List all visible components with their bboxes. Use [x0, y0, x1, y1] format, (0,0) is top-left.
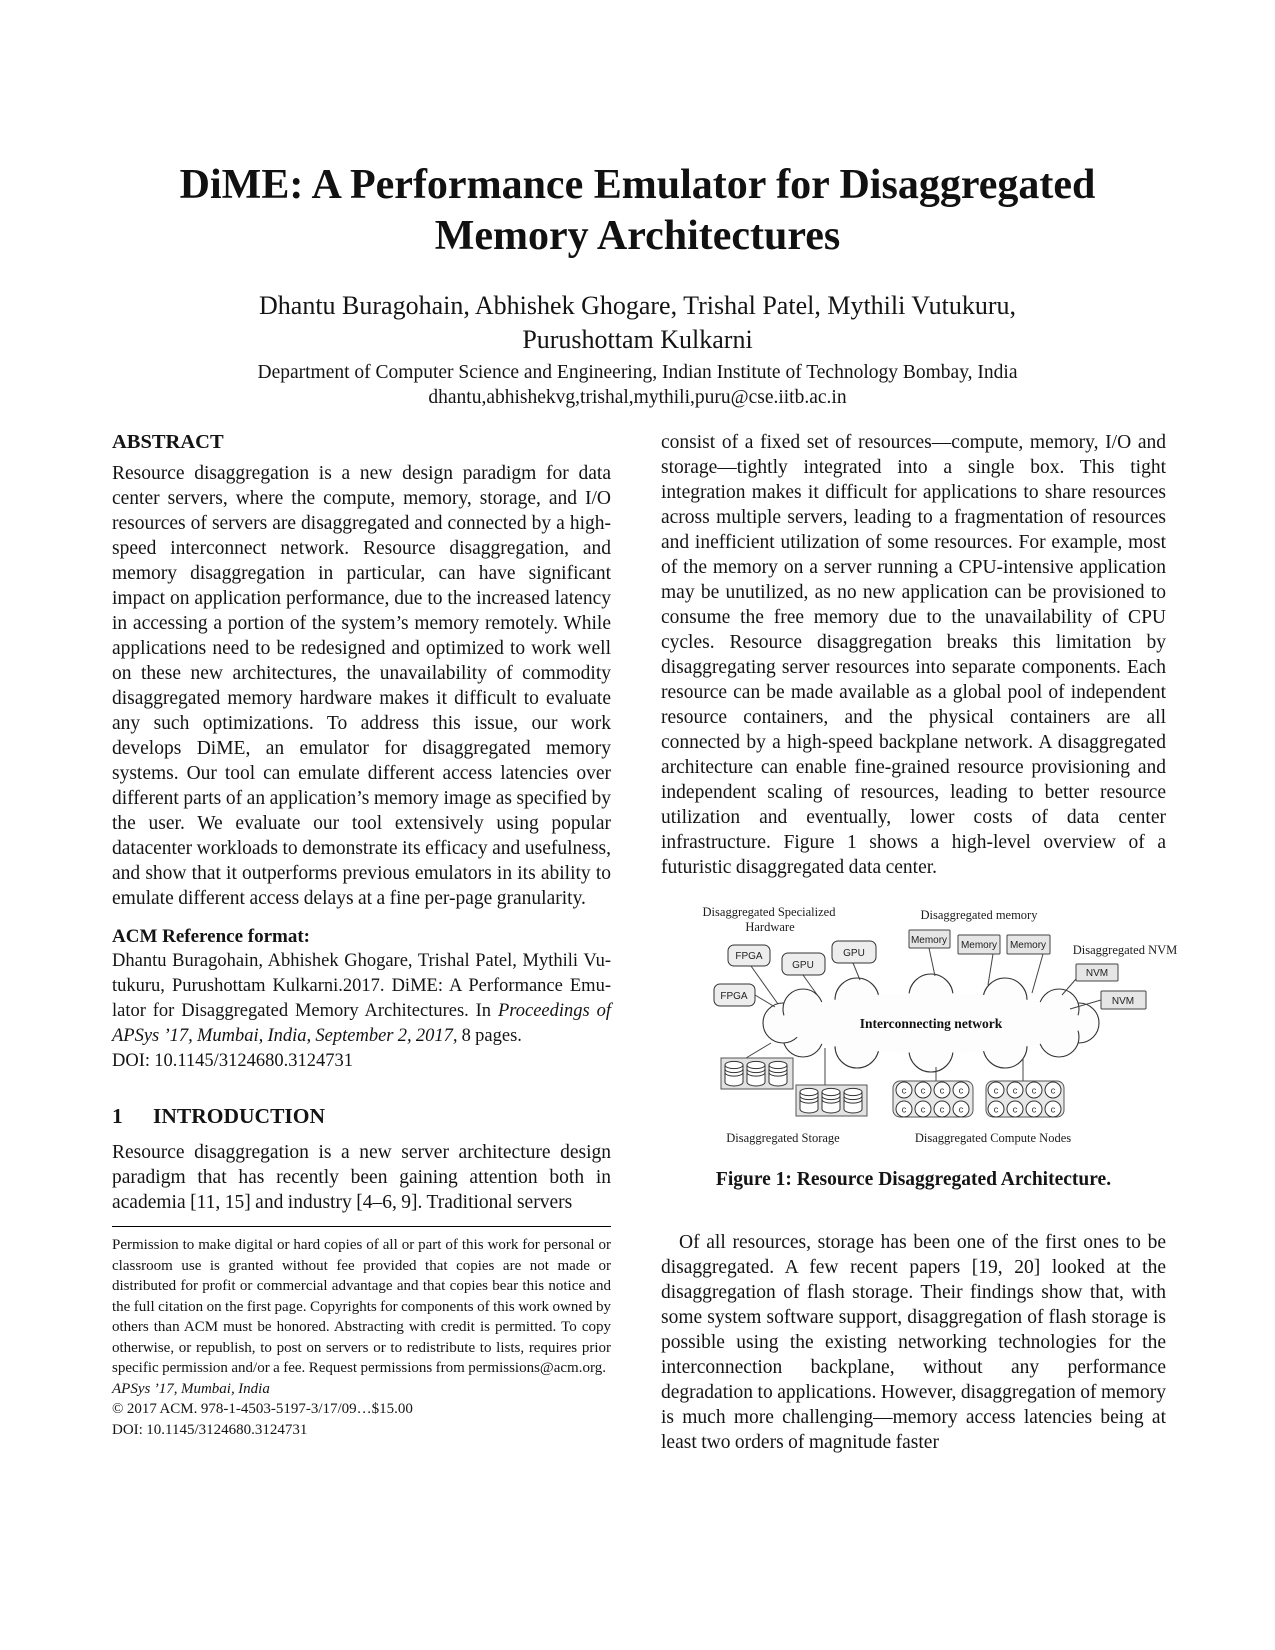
acm-ref-pages: 8 pages.	[457, 1026, 522, 1046]
paper-header	[0, 160, 1275, 410]
section-title: INTRODUCTION	[153, 1104, 326, 1128]
fpga-box-label: FPGA	[720, 991, 748, 1002]
specialized-hardware-label-line1: Disaggregated Specialized	[702, 905, 836, 919]
acm-ref-heading: ACM Reference format:	[112, 926, 310, 947]
disaggregated-compute-label: Disaggregated Compute Nodes	[914, 1131, 1072, 1145]
disaggregated-memory-group	[909, 930, 1050, 954]
left-column	[112, 430, 611, 1440]
copyright-footnote	[112, 1226, 611, 1440]
abstract-text: Resource disaggregation is a new design paradigm for data center servers, where the compute, memory, storage, and I/O resources of servers are disaggregated and connected by a high-speed interconnect network. Resource disaggregation, and memory disaggregation in particular, can have significant impact on application performance, due to the increased latency in accessing a portion of the system’s memory remotely. While applications need to be redesigned and optimized to work well on these new architectures, the unavailability of commodity disaggregated memory hardware makes it difficult to evaluate any such optimizations. To address this issue, our work develops DiME, an emulator for disaggregated memory systems. Our tool can emulate different access latencies over different parts of an application’s memory image as specified by the user. We evaluate our tool extensively using popular datacenter workloads to demonstrate its efficacy and usefulness, and show that it outperforms previous emulators in its ability to emulate different access delays at a fine per-page granularity.	[112, 463, 611, 909]
section-number: 1	[112, 1104, 123, 1128]
title-line-2: Memory Architectures	[434, 213, 841, 259]
acm-ref-doi: DOI: 10.1145/3124680.3124731	[112, 1051, 353, 1071]
section-heading-introduction	[112, 1103, 611, 1129]
paper-title	[0, 160, 1275, 262]
nvm-box-label: NVM	[1085, 968, 1109, 979]
storage-disaggregation-text: Of all resources, storage has been one of the first ones to be disaggregated. A few recent papers [19, 20] looked at the disaggregation of flash storage. Their findings show that, with some system software support, disaggregation of flash storage is possible using the existing networking technologies for the interconnection backplane, without any performance degradation to applications. However, disaggregation of memory is much more challenging—memory access latencies being at least two orders of magnitude faster	[661, 1232, 1166, 1453]
interconnecting-network-label: Interconnecting network	[859, 1016, 1003, 1031]
disaggregated-nvm-label: Disaggregated NVM	[1072, 943, 1178, 957]
footnote-copyright: © 2017 ACM. 978-1-4503-5197-3/17/09…$15.00	[112, 1401, 413, 1417]
fpga-box-label: FPGA	[735, 951, 763, 962]
author-emails: dhantu,abhishekvg,trishal,mythili,puru@cse.iitb.ac.in	[428, 387, 847, 408]
abstract-heading: ABSTRACT	[112, 431, 224, 453]
specialized-hardware-label-line2: Hardware	[745, 920, 795, 934]
memory-box-label: Memory	[960, 940, 998, 951]
memory-box-label: Memory	[910, 935, 948, 946]
disaggregated-compute-group	[893, 1081, 1064, 1117]
figure-1-caption: Figure 1: Resource Disaggregated Architecture.	[715, 1169, 1112, 1190]
authors-line-2: Purushottam Kulkarni	[522, 325, 753, 354]
permission-text: Permission to make digital or hard copies of all or part of this work for personal or classroom use is granted without fee provided that copies are not made or distributed for profit or commercial advantage and that copies bear this notice and the full citation on the first page. Copyrights for components of this work owned by others than ACM must be honored. Abstracting with credit is permitted. To copy otherwise, or republish, to post on servers or to redistribute to lists, requires prior specific permission and/or a fee. Request permissions from permissions@acm.org.	[112, 1237, 611, 1376]
authors-line-1: Dhantu Buragohain, Abhishek Ghogare, Trishal Patel, Mythili Vutukuru,	[259, 291, 1016, 320]
gpu-box-label: GPU	[792, 960, 814, 971]
memory-box-label: Memory	[1009, 940, 1047, 951]
intro-continued-text: consist of a fixed set of resources—compute, memory, I/O and storage—tightly integrated into a single box. This tight integration makes it difficult for applications to share resources across multiple servers, leading to a fragmentation of resources and inefficient utilization of some resources. For example, most of the memory on a server running a CPU-intensive application may be unutilized, as no new application can be provisioned to consume the free memory due to the unavailability of CPU cycles. Resource disaggregation breaks this limitation by disaggregating server resources into separate components. Each resource can be made available as a global pool of independent resource containers, and the physical containers are all connected by a high-speed backplane network. A disaggregated architecture can enable fine-grained resource provisioning and independent scaling of resources, leading to better resource utilization and eventually, lower costs of data center infrastructure. Figure 1 shows a high-level overview of a futuristic disaggregated data center.	[661, 432, 1166, 878]
figure-1-architecture-diagram	[658, 852, 1178, 1147]
right-column	[658, 430, 1178, 1455]
footnote-doi: DOI: 10.1145/3124680.3124731	[112, 1421, 308, 1438]
acm-ref-text	[112, 949, 611, 1074]
disaggregated-storage-label: Disaggregated Storage	[726, 1131, 840, 1145]
acm-ref-authors: Dhantu Buragohain, Abhishek Ghogare, Trishal Patel, Mythili Vutukuru, Purushottam Kulkarni.2017. DiME: A Performance Emulator for Disaggregated Memory Architectures. In	[112, 951, 611, 1021]
nvm-box-label: NVM	[1111, 996, 1135, 1007]
introduction-text: Resource disaggregation is a new server architecture design paradigm that has recently been gaining attention both in academia [11, 15] and industry [4–6, 9]. Traditional servers	[112, 1142, 611, 1213]
architecture-diagram-svg: c Interconnecting network FPGA GPU GPU FPGA Memory Memory Memory NVM NVM Disaggregated Specialized Hardware Disaggregated memory Disaggregated NVM Disaggregated Storage Disaggregated Compute Nodes	[658, 852, 1178, 1145]
acm-ref-venue: Proceedings of APSys ’17, Mumbai, India, September 2, 2017,	[112, 1001, 611, 1046]
title-line-1: DiME: A Performance Emulator for Disaggregated	[179, 162, 1096, 208]
authors-block	[0, 289, 1275, 357]
gpu-box-label: GPU	[843, 948, 865, 959]
disaggregated-nvm-group	[1076, 964, 1146, 1009]
affiliation: Department of Computer Science and Engineering, Indian Institute of Technology Bombay, India	[257, 362, 1018, 383]
disaggregated-memory-label: Disaggregated memory	[920, 908, 1038, 922]
disaggregated-storage-group	[721, 1058, 867, 1116]
footnote-venue: APSys ’17, Mumbai, India	[112, 1380, 270, 1397]
